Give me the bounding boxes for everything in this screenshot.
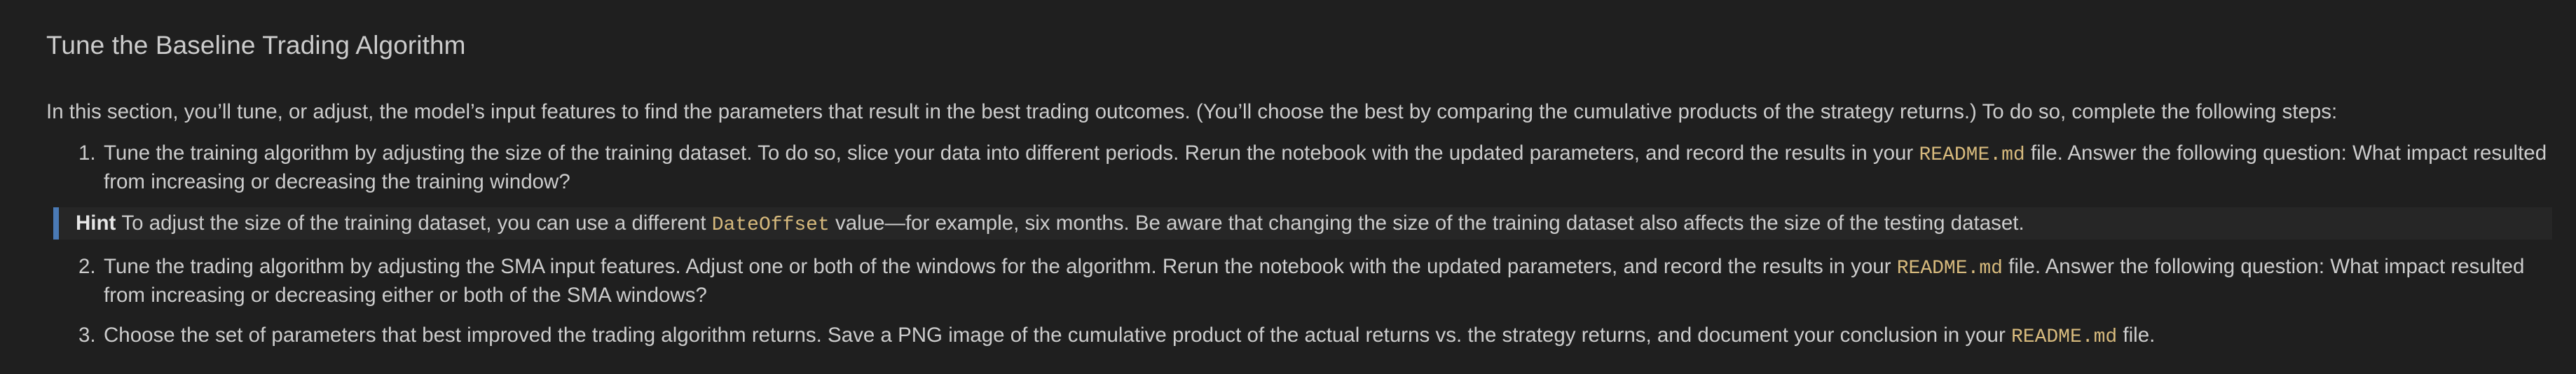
hint-callout (53, 207, 2552, 240)
inline-code: README.md (1896, 258, 2003, 279)
section-title: Tune the Baseline Trading Algorithm (46, 31, 466, 60)
inline-code: README.md (1919, 144, 2025, 166)
hint-text-before: To adjust the size of the training dataset, you can use a different (121, 212, 712, 235)
step-text-after: file. Answer the following question: What impact resulted from increasing or decreasing either or both of the SMA windows? (104, 255, 2525, 307)
step-text-after: file. Answer the following question: What impact resulted from increasing or decreasing the training window? (104, 141, 2547, 193)
list-item-text (104, 322, 2559, 351)
list-number: 2. (78, 255, 96, 278)
step-text-after: file. (2117, 324, 2156, 347)
list-item-step-2 (78, 254, 2559, 309)
list-item-text (104, 140, 2559, 195)
hint-text-after: value—for example, six months. Be aware that changing the size of the training dataset also affects the size of the testing dataset. (829, 212, 2025, 235)
list-item-step-1 (78, 140, 2559, 195)
list-number: 1. (78, 141, 96, 165)
inline-code: README.md (2010, 326, 2118, 348)
hint-label: Hint (76, 212, 116, 235)
step-text-before: Tune the training algorithm by adjusting the size of the training dataset. To do so, slice your data into different periods. Rerun the notebook with the updated parameters, and record the results in your (104, 141, 1919, 165)
intro-paragraph: In this section, you’ll tune, or adjust, the model’s input features to find the parameters that result in the best trading outcomes. (You’ll choose the best by comparing the cumulative products of the strategy returns.) To do so, complete the following steps: (46, 100, 2338, 123)
list-number: 3. (78, 324, 96, 347)
list-item-text (104, 254, 2559, 309)
inline-code: DateOffset (711, 214, 830, 236)
list-item-step-3 (78, 322, 2559, 351)
step-text-before: Tune the trading algorithm by adjusting the SMA input features. Adjust one or both of the windows for the algorithm. Rerun the notebook with the updated parameters, and record the results in your (104, 255, 1897, 278)
step-text-before: Choose the set of parameters that best improved the trading algorithm returns. Save a PNG image of the cumulative product of the actual returns vs. the strategy returns, and document your conclusion in your (104, 324, 2011, 347)
